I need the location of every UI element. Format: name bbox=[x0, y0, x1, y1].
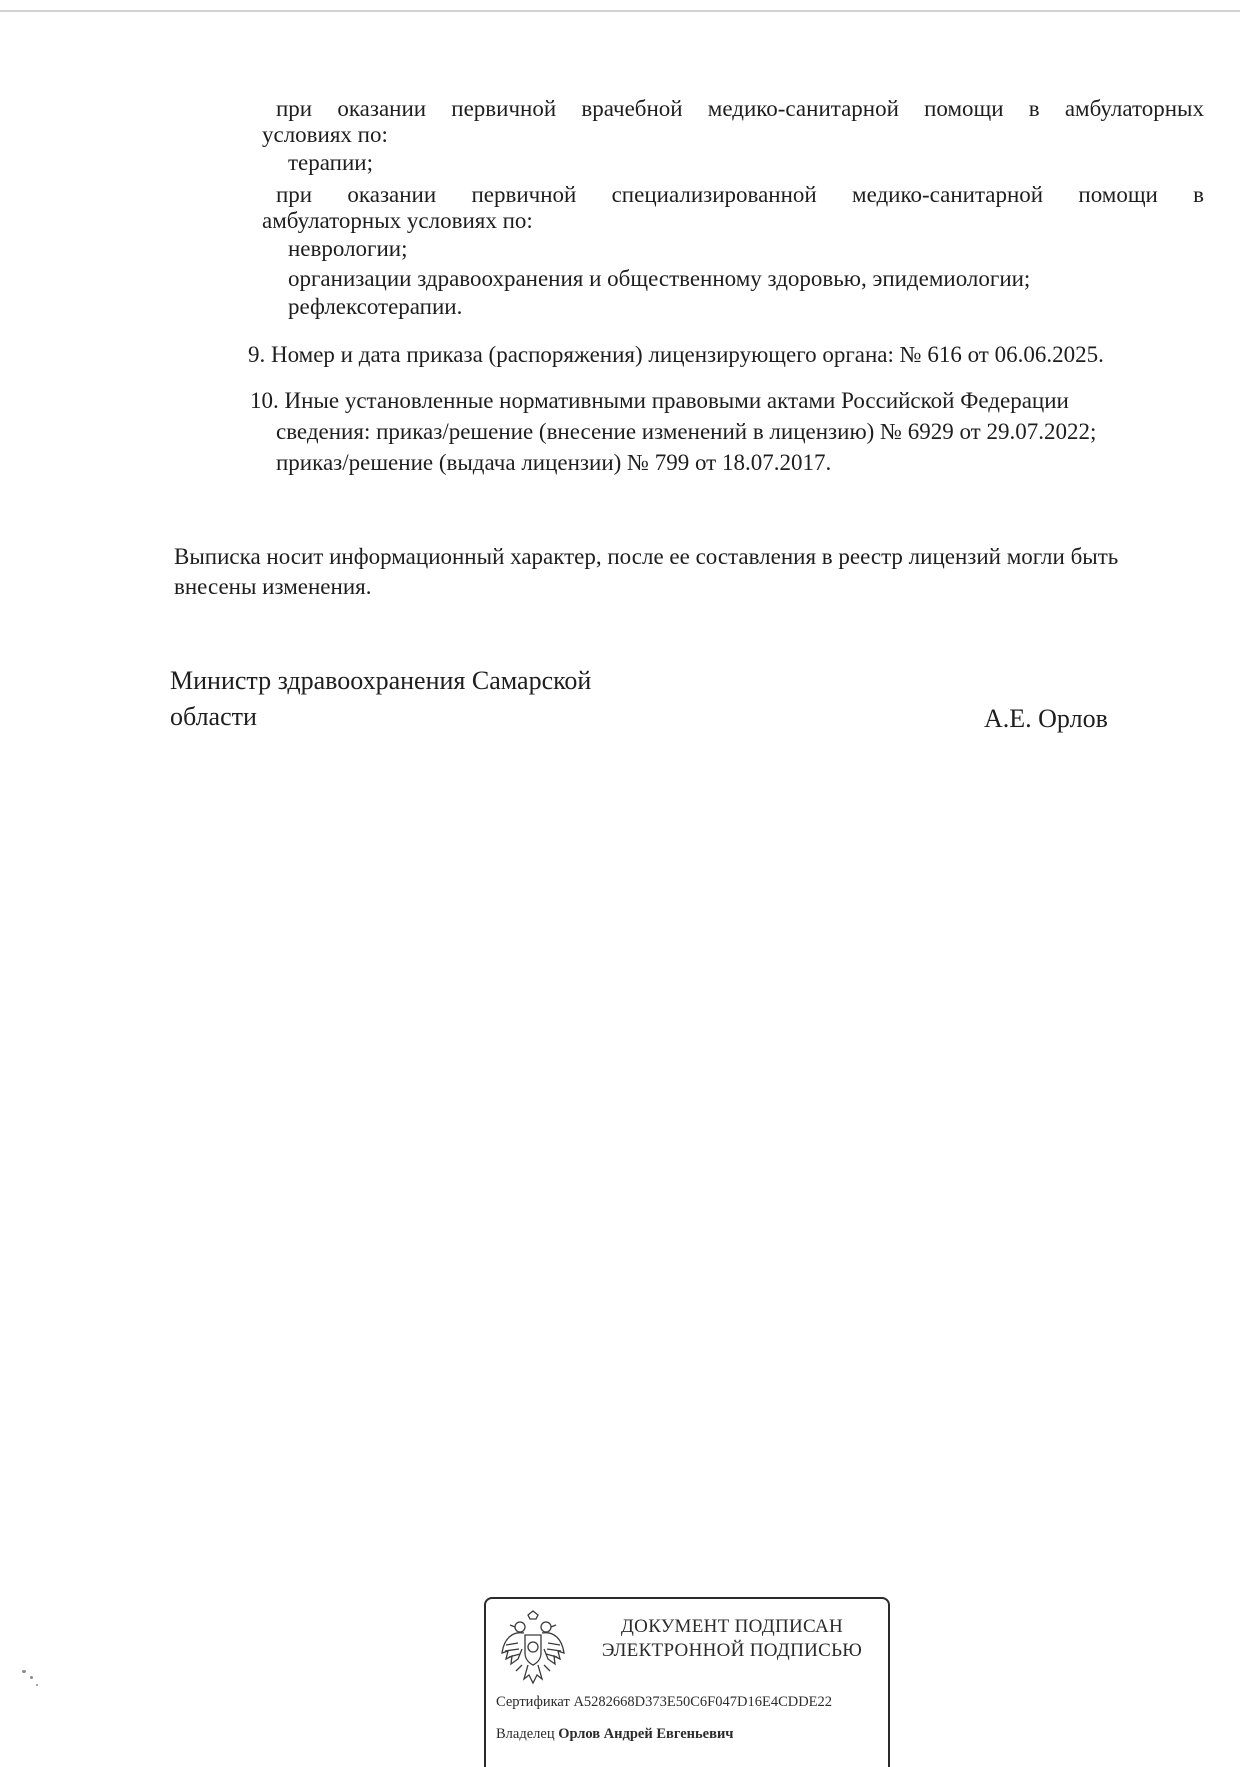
signatory-name: А.Е. Орлов bbox=[984, 704, 1108, 733]
double-headed-eagle-emblem-icon bbox=[498, 1609, 568, 1689]
list-item-neurology: неврологии; bbox=[288, 236, 408, 261]
list-item-healthcare-organization: организации здравоохранения и общественному здоровью, эпидемиологии; bbox=[288, 266, 1031, 291]
list-item-therapy: терапии; bbox=[288, 150, 373, 175]
esign-owner-label: Владелец bbox=[496, 1726, 555, 1742]
signatory-position-line2: области bbox=[170, 702, 257, 731]
list-item-reflexotherapy: рефлексотерапии. bbox=[288, 294, 463, 319]
paragraph-specialized-care-line2: амбулаторных условиях по: bbox=[262, 208, 533, 233]
item-10-line3: приказ/решение (выдача лицензии) № 799 от 18.07.2017. bbox=[276, 450, 832, 475]
disclaimer-line2: внесены изменения. bbox=[174, 574, 372, 599]
paragraph-primary-care-line1: при оказании первичной врачебной медико-санитарной помощи в амбулаторных bbox=[276, 96, 1204, 121]
esign-title-line1: ДОКУМЕНТ ПОДПИСАН bbox=[620, 1616, 844, 1637]
esign-certificate-value: A5282668D373E50C6F047D16E4CDDE22 bbox=[573, 1694, 833, 1710]
paragraph-primary-care-line2: условиях по: bbox=[262, 122, 388, 147]
scan-speck bbox=[22, 1670, 26, 1673]
item-10-line2: сведения: приказ/решение (внесение изменений в лицензию) № 6929 от 29.07.2022; bbox=[276, 419, 1097, 444]
scan-top-edge bbox=[0, 10, 1240, 12]
electronic-signature-stamp bbox=[484, 1597, 890, 1767]
item-9-order-number-date: 9. Номер и дата приказа (распоряжения) лицензирующего органа: № 616 от 06.06.2025. bbox=[248, 342, 1104, 367]
scan-speck bbox=[36, 1684, 38, 1686]
paragraph-specialized-care-line1: при оказании первичной специализированной медико-санитарной помощи в bbox=[276, 182, 1204, 207]
esign-title-line2: ЭЛЕКТРОННОЙ ПОДПИСЬЮ bbox=[601, 1640, 863, 1661]
item-10-line1: 10. Иные установленные нормативными правовыми актами Российской Федерации bbox=[250, 388, 1069, 413]
esign-certificate-row bbox=[496, 1693, 832, 1711]
esign-owner-row bbox=[496, 1725, 733, 1743]
signatory-position-line1: Министр здравоохранения Самарской bbox=[170, 666, 592, 695]
esign-owner-value: Орлов Андрей Евгеньевич bbox=[558, 1726, 734, 1742]
disclaimer-line1: Выписка носит информационный характер, после ее составления в реестр лицензий могли быть bbox=[174, 544, 1119, 569]
esign-certificate-label: Сертификат bbox=[496, 1694, 570, 1710]
scan-speck bbox=[30, 1676, 33, 1679]
